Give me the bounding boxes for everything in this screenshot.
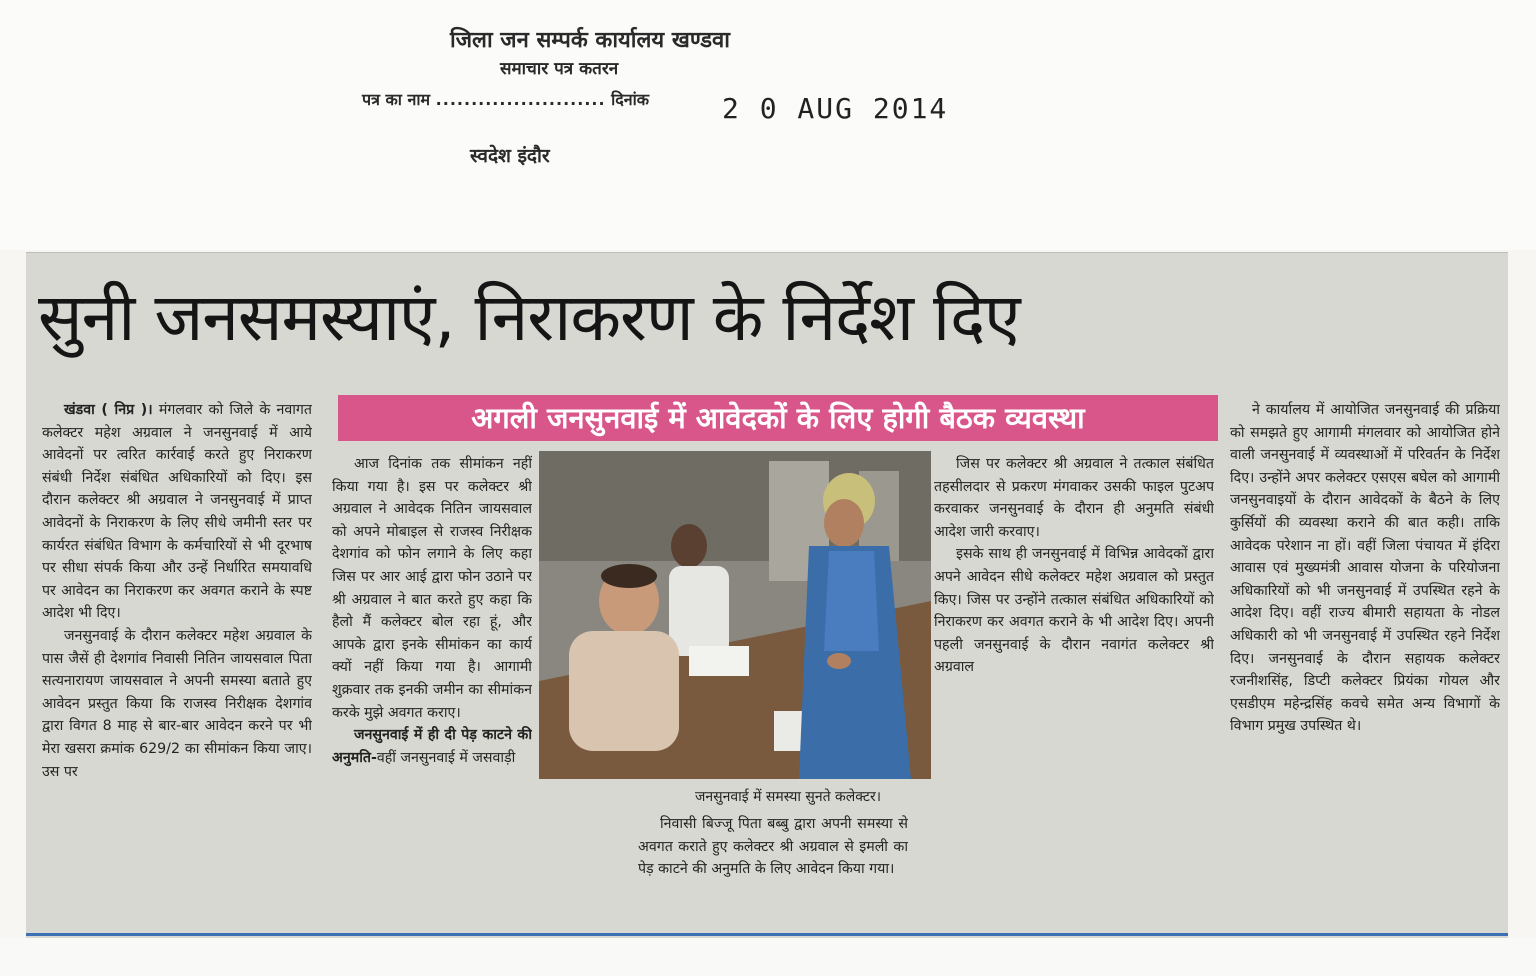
- column-2-para-2: वहीं जनसुनवाई में जसवाड़ी: [376, 749, 516, 766]
- article-column-2: [332, 453, 532, 923]
- column-5-para-1: ने कार्यालय में आयोजित जनसुनवाई की प्रक्रिया को समझते हुए आगामी मंगलवार को आयोजित होने वाली जनसुनवाई में व्यवस्थाओं में परिवर्तन के निर्देश दिए। उन्होंने अपर कलेक्टर एसएस बघेल को आगामी जनसुनवाइयों के दौरान आवेदकों के बैठने के लिए कुर्सियों की व्यवस्था कराने की बात कही। ताकि आवेदक परेशान ना हों। वहीं जिला पंचायत में इंदिरा आवास एवं मुख्यमंत्री आवास योजना के परियोजना अधिकारियों को भी जनसुनवाई में उपस्थित रहने के आदेश दिए। वहीं राज्य बीमारी सहायता के नोडल अधिकारी को भी जनसुनवाई में उपस्थित रहने निर्देश दिए। जनसुनवाई के दौरान सहायक कलेक्टर रजनीशसिंह, डिप्टी कलेक्टर प्रियंका गोयल और एसडीएम महेन्द्रसिंह कवचे समेत अन्य विभागों के विभाग प्रमुख उपस्थित थे।: [1230, 402, 1500, 735]
- newspaper-name: स्वदेश इंदौर: [470, 145, 550, 167]
- office-name: जिला जन सम्पर्क कार्यालय खण्डवा: [450, 28, 730, 53]
- paper-name-row: [362, 88, 649, 110]
- article-column-1: [42, 399, 312, 919]
- date-label: दिनांक: [611, 90, 650, 109]
- section-name: समाचार पत्र कतरन: [500, 59, 619, 79]
- collector-hearing-photo: [539, 451, 931, 779]
- column-2-para-1: आज दिनांक तक सीमांकन नहीं किया गया है। इस पर कलेक्टर श्री अग्रवाल ने आवेदक नितिन जायसवाल को अपने मोबाइल से राजस्व निरीक्षक देशगांव को फोन लगाने के लिए कहा जिस पर आर आई द्वारा फोन उठाने पर श्री अग्रवाल ने बात करते हुए कहा कि हैलो मैं कलेक्टर बोल रहा हूं, और आपके द्वारा इनके सीमांकन का कार्य क्यों नहीं किया गया है। आगामी शुक्रवार तक इनकी जमीन का सीमांकन करके मुझे अवगत कराए।: [332, 456, 532, 721]
- article-photo: [539, 451, 931, 779]
- dateline: खंडवा ( निप्र )।: [64, 402, 153, 418]
- clipping-date: 2 0 AUG 2014: [722, 92, 949, 125]
- photo-caption: जनसुनवाई में समस्या सुनते कलेक्टर।: [694, 789, 882, 805]
- column-3-para-1: निवासी बिज्जू पिता बब्बु द्वारा अपनी समस्या से अवगत कराते हुए कलेक्टर श्री अग्रवाल से इमली का पेड़ काटने की अनुमति के लिए आवेदन किया गया।: [638, 816, 908, 878]
- column-1-para-1: मंगलवार को जिले के नवागत कलेक्टर महेश अग्रवाल ने जनसुनवाई में आये आवेदनों पर त्वरित कार्रवाई करते हुए निराकरण संबंधी निर्देश संबंधित अधिकारियों को दिए। इस दौरान कलेक्टर श्री अग्रवाल ने जनसुनवाई में प्राप्त आवेदनों के निराकरण के लिए सीधे जमीनी स्तर पर कार्यरत संबंधित विभाग के कर्मचारियों से भी दूरभाष पर सीधा संपर्क किया और उन्हें निर्धारित समयावधि पर आवेदन का निराकरण कर अवगत कराने के स्पष्ट आदेश भी दिए।: [42, 402, 312, 622]
- article-column-5: [1230, 399, 1500, 919]
- column-1-para-2: जनसुनवाई के दौरान कलेक्टर महेश अग्रवाल के पास जैसें ही देशगांव निवासी नितिन जायसवाल पिता सत्यनारायण जायसवाल ने अपनी समस्या बताते हुए आवेदन प्रस्तुत किया कि राजस्व निरीक्षक देशगांव द्वारा विगत 8 माह से बार-बार आवेदन करने पर भी मेरा खसरा क्रमांक 629/2 का सीमांकन किया जाए। उस पर: [42, 627, 312, 780]
- article-column-3: [638, 813, 908, 913]
- article-column-4: [934, 453, 1214, 923]
- paper-label: पत्र का नाम: [362, 90, 431, 109]
- article-headline: सुनी जनसमस्याएं, निराकरण के निर्देश दिए: [38, 279, 1020, 356]
- paper-dots: ........................: [435, 90, 606, 109]
- subhead-tree-permission: जनसुनवाई में ही दी पेड़ काटने की अनुमति-: [332, 727, 532, 766]
- page-margin-bottom: [0, 938, 1536, 976]
- bottom-rule: [26, 933, 1508, 936]
- clipping-stamp: [0, 0, 1536, 250]
- column-4-para-1: जिस पर कलेक्टर श्री अग्रवाल ने तत्काल संबंधित तहसीलदार से प्रकरण मंगवाकर उसकी फाइल पुटअप करवाकर जनसुनवाई के दौरान ही अनुमति संबंधी आदेश जारी करवाए।: [934, 456, 1214, 540]
- column-4-para-2: इसके साथ ही जनसुनवाई में विभिन्न आवेदकों द्वारा अपने आवेदन सीधे कलेक्टर महेश अग्रवाल को प्रस्तुत किए। जिस पर उन्होंने तत्काल संबंधित अधिकारियों को निराकरण कर अवगत कराने के भी आदेश दिए। अपनी पहली जनसुनवाई के दौरान नवागंत कलेक्टर श्री अग्रवाल: [934, 546, 1214, 676]
- newspaper-clipping: [26, 252, 1508, 938]
- article-subheadline: अगली जनसुनवाई में आवेदकों के लिए होगी बैठक व्यवस्था: [338, 395, 1218, 441]
